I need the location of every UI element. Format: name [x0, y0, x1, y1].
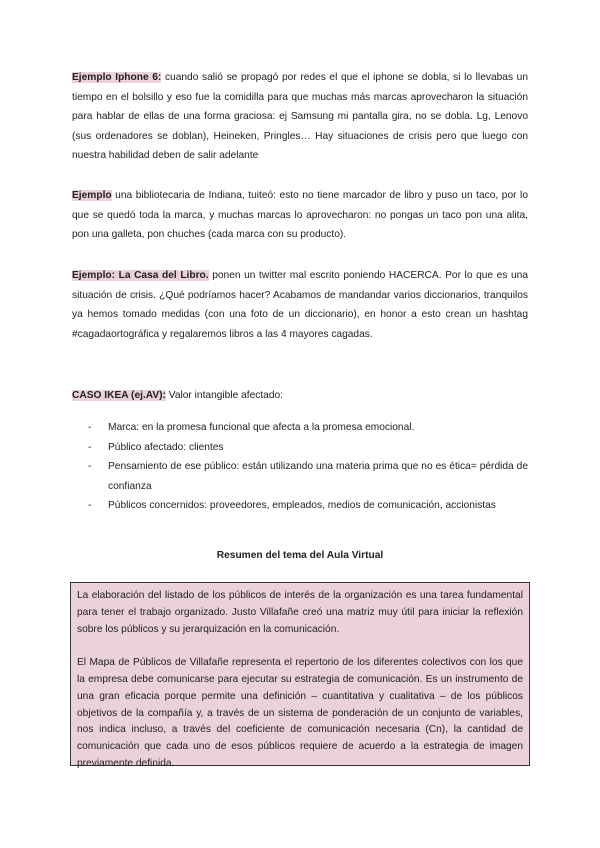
paragraph-lead: Ejemplo [72, 190, 112, 201]
list-item [72, 438, 528, 458]
paragraph-text: ponen un twitter mal escrito poniendo HACERCA. Por lo que es una situación de crisis. ¿Qué podríamos hacer? Acabamos de mandandar varios diccionarios, tranquilos ya hemos tomado medidas (con una foto de un diccionario), en honor a esto crean un hashtag #cagadaortográfica y regalaremos libros a las 4 mayores cagadas. [72, 270, 528, 340]
summary-box [70, 582, 530, 769]
list-item [72, 496, 528, 516]
paragraph-lead: CASO IKEA (ej.AV): [72, 390, 166, 401]
list-item [72, 457, 528, 496]
paragraph-text: una bibliotecaria de Indiana, tuiteó: esto no tiene marcador de libro y puso un taco, por lo que se quedó toda la marca, y muchas marcas lo aprovecharon: no pongas un taco pon una alita, pon una galleta, pon chuches (cada marca con su producto). [72, 190, 528, 241]
dash-bullet-icon: - [88, 500, 92, 512]
list-item-text: Público afectado: clientes [108, 441, 224, 453]
summary-paragraph: El Mapa de Públicos de Villafañe representa el repertorio de los diferentes colectivos con los que la empresa debe comunicarse para ejecutar su estrategia de comunicación. Es un instrumento de una gran eficacia porque permite una definición – cuantitativa y cualitativa – de los públicos objetivos de la compañía y, a través de un sistema de ponderación de un conjunto de variables, nos indica incluso, a través del coeficiente de comunicación necesaria (Cn), la cantidad de comunicación que cada uno de esos públicos requiere de acuerdo a la estrategia de imagen previamente definida. [77, 657, 523, 769]
paragraph-lead: Ejemplo Iphone 6: [72, 72, 162, 83]
list-item-text: Pensamiento de ese público: están utilizando una materia prima que no es ética= pérdida de confianza [108, 461, 528, 492]
dash-bullet-icon: - [88, 422, 92, 433]
summary-paragraph: La elaboración del listado de los públicos de interés de la organización es una tarea fundamental para tener el trabajo organizado. Justo Villafañe creó una matriz muy útil para iniciar la reflexión sobre los públicos y su jerarquización en la comunicación. [77, 590, 523, 635]
dash-bullet-icon: - [88, 461, 92, 473]
list-item-text: Públicos concernidos: proveedores, empleados, medios de comunicación, accionistas [108, 500, 496, 512]
paragraph-text: cuando salió se propagó por redes el que el iphone se dobla, si lo llevabas un tiempo en el bolsillo y eso fue la comidilla para que muchas más marcas aprovecharon la situación para hablar de ellas de una forma graciosa: ej Samsung mi pantalla gira, no se dobla. Lg, Lenovo (sus ordenadores se doblan), Heineken, Pringles… Hay situaciones de crisis pero que luego con nuestra habilidad deben de salir adelante [72, 72, 528, 162]
list-item [72, 418, 528, 438]
list-item-text: Marca: en la promesa funcional que afecta a la promesa emocional. [108, 422, 415, 433]
paragraph-ikea-case [72, 386, 528, 406]
paragraph-text: Valor intangible afectado: [165, 390, 284, 401]
dash-bullet-icon: - [88, 441, 92, 453]
summary-title: Resumen del tema del Aula Virtual [216, 550, 384, 561]
paragraph-casa-del-libro-example [72, 266, 528, 344]
paragraph-lead: Ejemplo: La Casa del Libro. [72, 270, 209, 281]
paragraph-library-example [72, 186, 528, 245]
ikea-bullet-list [72, 418, 528, 516]
paragraph-iphone-example [72, 68, 528, 166]
